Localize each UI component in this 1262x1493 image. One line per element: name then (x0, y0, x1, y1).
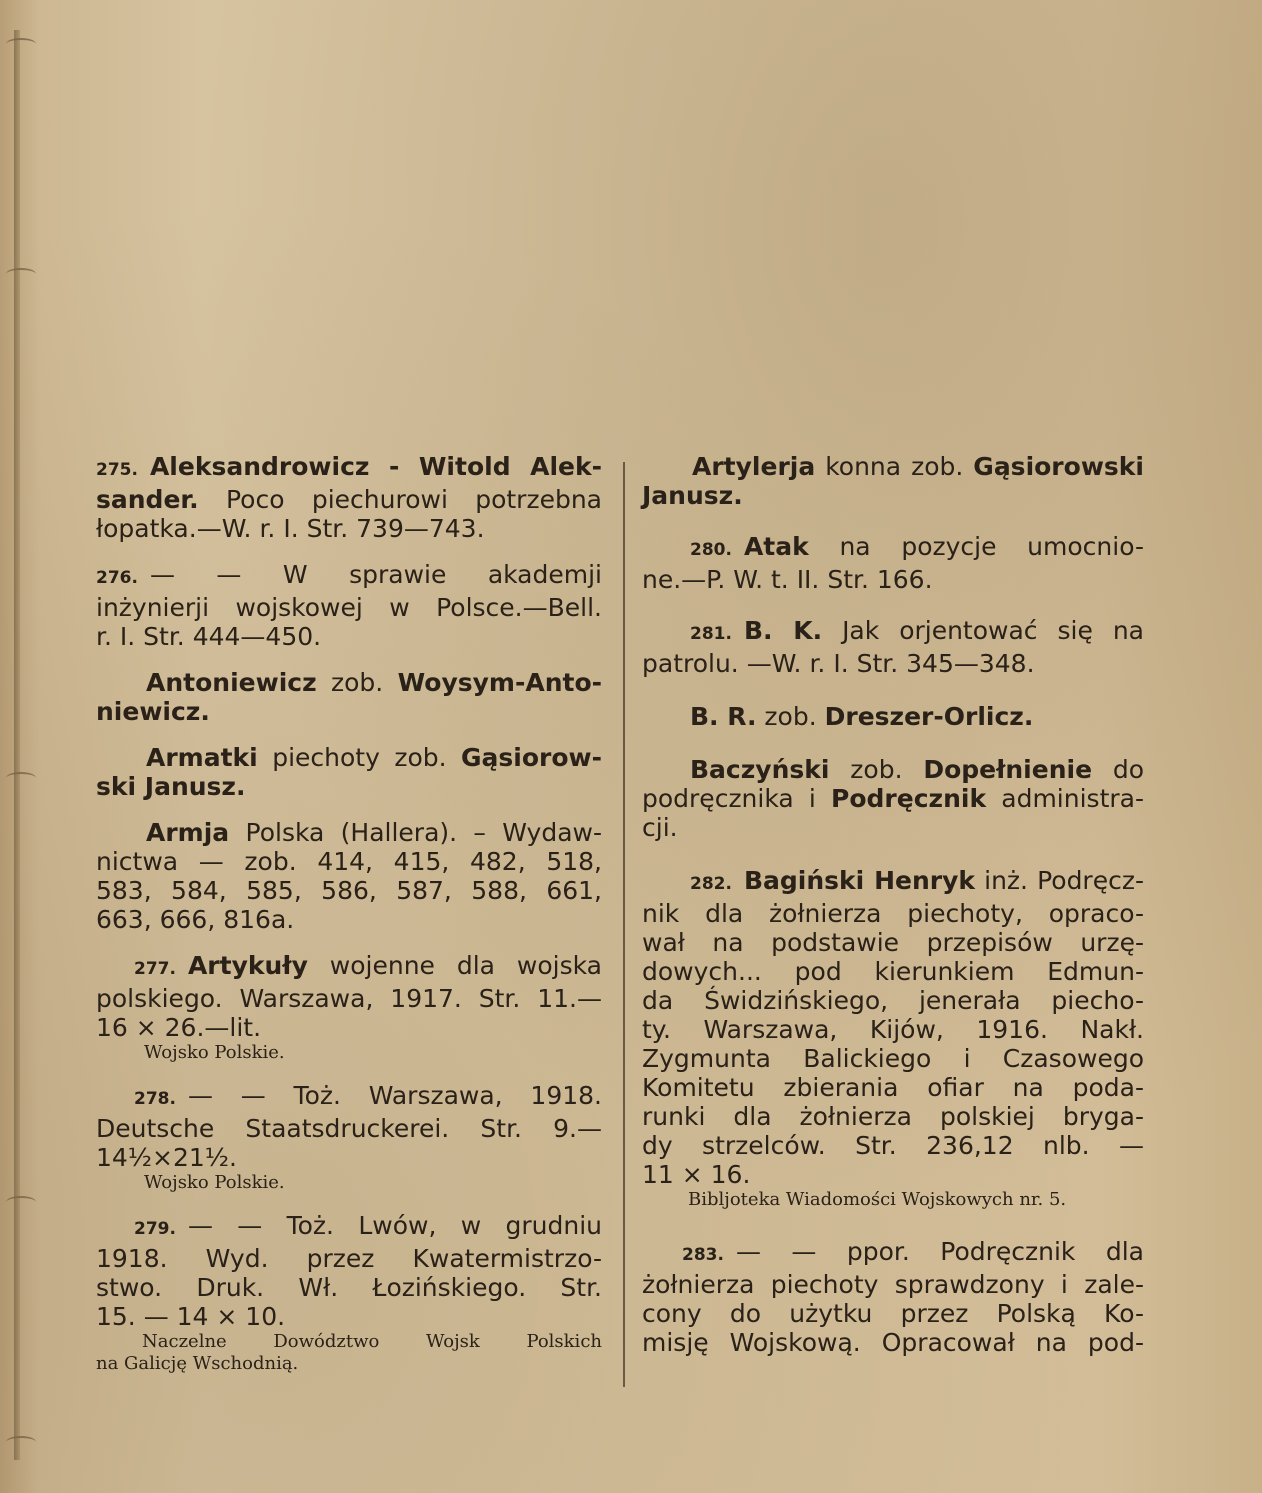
right-column (642, 452, 1144, 1374)
entry-text: 11 × 16. (642, 1160, 751, 1189)
heading-name: Baczyński (690, 755, 830, 784)
entry-text: Jak orjentować się na (842, 616, 1144, 645)
title-bold: Artykuły (187, 951, 308, 980)
entry-280 (642, 532, 1144, 594)
entry-text: cji. (642, 813, 678, 842)
entry-armja (96, 818, 602, 934)
left-column (96, 452, 602, 1392)
entry-number: 279. (134, 1219, 176, 1239)
binding-stitch (6, 268, 36, 280)
author-name-cont: sander. (96, 485, 199, 514)
binding-stitch (6, 38, 36, 50)
series-note: Bibljoteka Wiadomości Wojskowych nr. 5. (688, 1189, 1067, 1210)
ref-target: Dreszer-Orlicz. (824, 702, 1034, 731)
ref-target-cont: ski Janusz. (96, 772, 246, 801)
series-note: Naczelne Dowództwo Wojsk Polskich (142, 1331, 602, 1352)
entry-text: — — Toż. Warszawa, 1918. (187, 1081, 602, 1110)
ref-word: zob. (331, 668, 384, 697)
entry-text: Zygmunta Balickiego i Czasowego (642, 1044, 1144, 1073)
entry-text: nik dla żołnierza piechoty, opraco- (642, 899, 1144, 928)
entry-text: piechoty zob. (272, 743, 447, 772)
entry-text: 16 × 26.—lit. (96, 1013, 262, 1042)
entry-text: dy strzelców. Str. 236,12 nlb. — (642, 1131, 1144, 1160)
entry-text: 583, 584, 585, 586, 587, 588, 661, (96, 876, 602, 905)
heading-name: Artylerja (692, 452, 816, 481)
entry-text: wojenne dla wojska (329, 951, 602, 980)
entry-text: — — Toż. Lwów, w grudniu (187, 1211, 602, 1240)
column-divider (623, 462, 625, 1387)
ref-target: Dopełnienie (923, 755, 1093, 784)
entry-text: inżynierji wojskowej w Polsce.—Bell. (96, 593, 602, 622)
entry-text: Deutsche Staatsdruckerei. Str. 9.— (96, 1114, 602, 1143)
author-name: Aleksandrowicz - Witold Alek- (149, 452, 602, 481)
entry-276 (96, 560, 602, 651)
entry-text: patrolu. —W. r. I. Str. 345—348. (642, 649, 1035, 678)
ref-word: zob. (850, 755, 903, 784)
ref-target: Podręcznik (831, 784, 987, 813)
title-text: Poco piechurowi potrzebna (226, 485, 602, 514)
entry-br (642, 702, 1144, 731)
entry-number: 282. (690, 874, 732, 894)
entry-text: nictwa — zob. 414, 415, 482, 518, (96, 847, 602, 876)
entry-text: inż. Podręcz- (984, 866, 1144, 895)
entry-number: 283. (682, 1245, 724, 1265)
heading-name: B. R. (690, 702, 757, 731)
author-name: Bagiński Henryk (743, 866, 976, 895)
entry-283 (642, 1237, 1144, 1357)
entry-text: cony do użytku przez Polską Ko- (642, 1299, 1144, 1328)
entry-text: administra- (1001, 784, 1144, 813)
entry-text: 15. — 14 × 10. (96, 1302, 286, 1331)
heading-name: Armja (146, 818, 230, 847)
ref-target: Gąsiorow- (461, 743, 603, 772)
ref-target: Gąsiorowski (973, 452, 1144, 481)
entry-text: stwo. Druk. Wł. Łozińskiego. Str. (96, 1273, 602, 1302)
entry-text: łopatka.—W. r. I. Str. 739—743. (96, 514, 485, 543)
entry-text: 14½×21½. (96, 1143, 237, 1172)
entry-text: Polska (Hallera). – Wydaw- (245, 818, 602, 847)
entry-text: żołnierza piechoty sprawdzony i zale- (642, 1270, 1144, 1299)
ref-target: Woysym-Anto- (397, 668, 603, 697)
entry-text: podręcznika i (642, 784, 816, 813)
binding-stitch (6, 1436, 36, 1448)
entry-antoniewicz (96, 668, 602, 726)
entry-baczynski (642, 755, 1144, 842)
entry-text: — — W sprawie akademji (149, 560, 602, 589)
entry-artylerja (642, 452, 1144, 510)
ref-target-cont: Janusz. (642, 481, 743, 510)
entry-text: wał na podstawie przepisów urzę- (642, 928, 1144, 957)
binding-stitch (6, 1196, 36, 1208)
entry-text: konna zob. (825, 452, 964, 481)
series-note: Wojsko Polskie. (144, 1042, 285, 1063)
entry-text: polskiego. Warszawa, 1917. Str. 11.— (96, 984, 602, 1013)
series-note: Wojsko Polskie. (144, 1172, 285, 1193)
entry-277 (96, 951, 602, 1064)
entry-275 (96, 452, 602, 543)
binding-stitch (6, 772, 36, 784)
entry-text: r. I. Str. 444—450. (96, 622, 322, 651)
entry-text: da Świdzińskiego, jenerała piecho- (642, 986, 1144, 1015)
ref-target-cont: niewicz. (96, 697, 210, 726)
entry-text: 663, 666, 816a. (96, 905, 295, 934)
entry-number: 280. (690, 540, 732, 560)
entry-number: 275. (96, 460, 138, 480)
heading-name: Antoniewicz (146, 668, 317, 697)
entry-text: — — ppor. Podręcznik dla (735, 1237, 1144, 1266)
entry-armatki (96, 743, 602, 801)
entry-text: dowych... pod kierunkiem Edmun- (642, 957, 1144, 986)
entry-281 (642, 616, 1144, 678)
entry-text: runki dla żołnierza polskiej bryga- (642, 1102, 1144, 1131)
entry-number: 277. (134, 959, 176, 979)
entry-text: na pozycje umocnio- (839, 532, 1144, 561)
entry-number: 281. (690, 624, 732, 644)
entry-text: do (1112, 755, 1145, 784)
title-bold: Atak (743, 532, 809, 561)
ref-word: zob. (764, 702, 817, 731)
heading-name: Armatki (146, 743, 258, 772)
author-name: B. K. (743, 616, 823, 645)
entry-279 (96, 1211, 602, 1375)
entry-282 (642, 866, 1144, 1211)
binding-spine (14, 30, 20, 1460)
series-note-cont: na Galicję Wschodnią. (96, 1353, 299, 1374)
entry-text: Komitetu zbierania ofiar na poda- (642, 1073, 1144, 1102)
entry-number: 276. (96, 568, 138, 588)
entry-text: ty. Warszawa, Kijów, 1916. Nakł. (642, 1015, 1144, 1044)
entry-278 (96, 1081, 602, 1194)
entry-text: ne.—P. W. t. II. Str. 166. (642, 565, 933, 594)
entry-text: misję Wojskową. Opracował na pod- (642, 1328, 1144, 1357)
entry-text: 1918. Wyd. przez Kwatermistrzo- (96, 1244, 602, 1273)
entry-number: 278. (134, 1089, 176, 1109)
